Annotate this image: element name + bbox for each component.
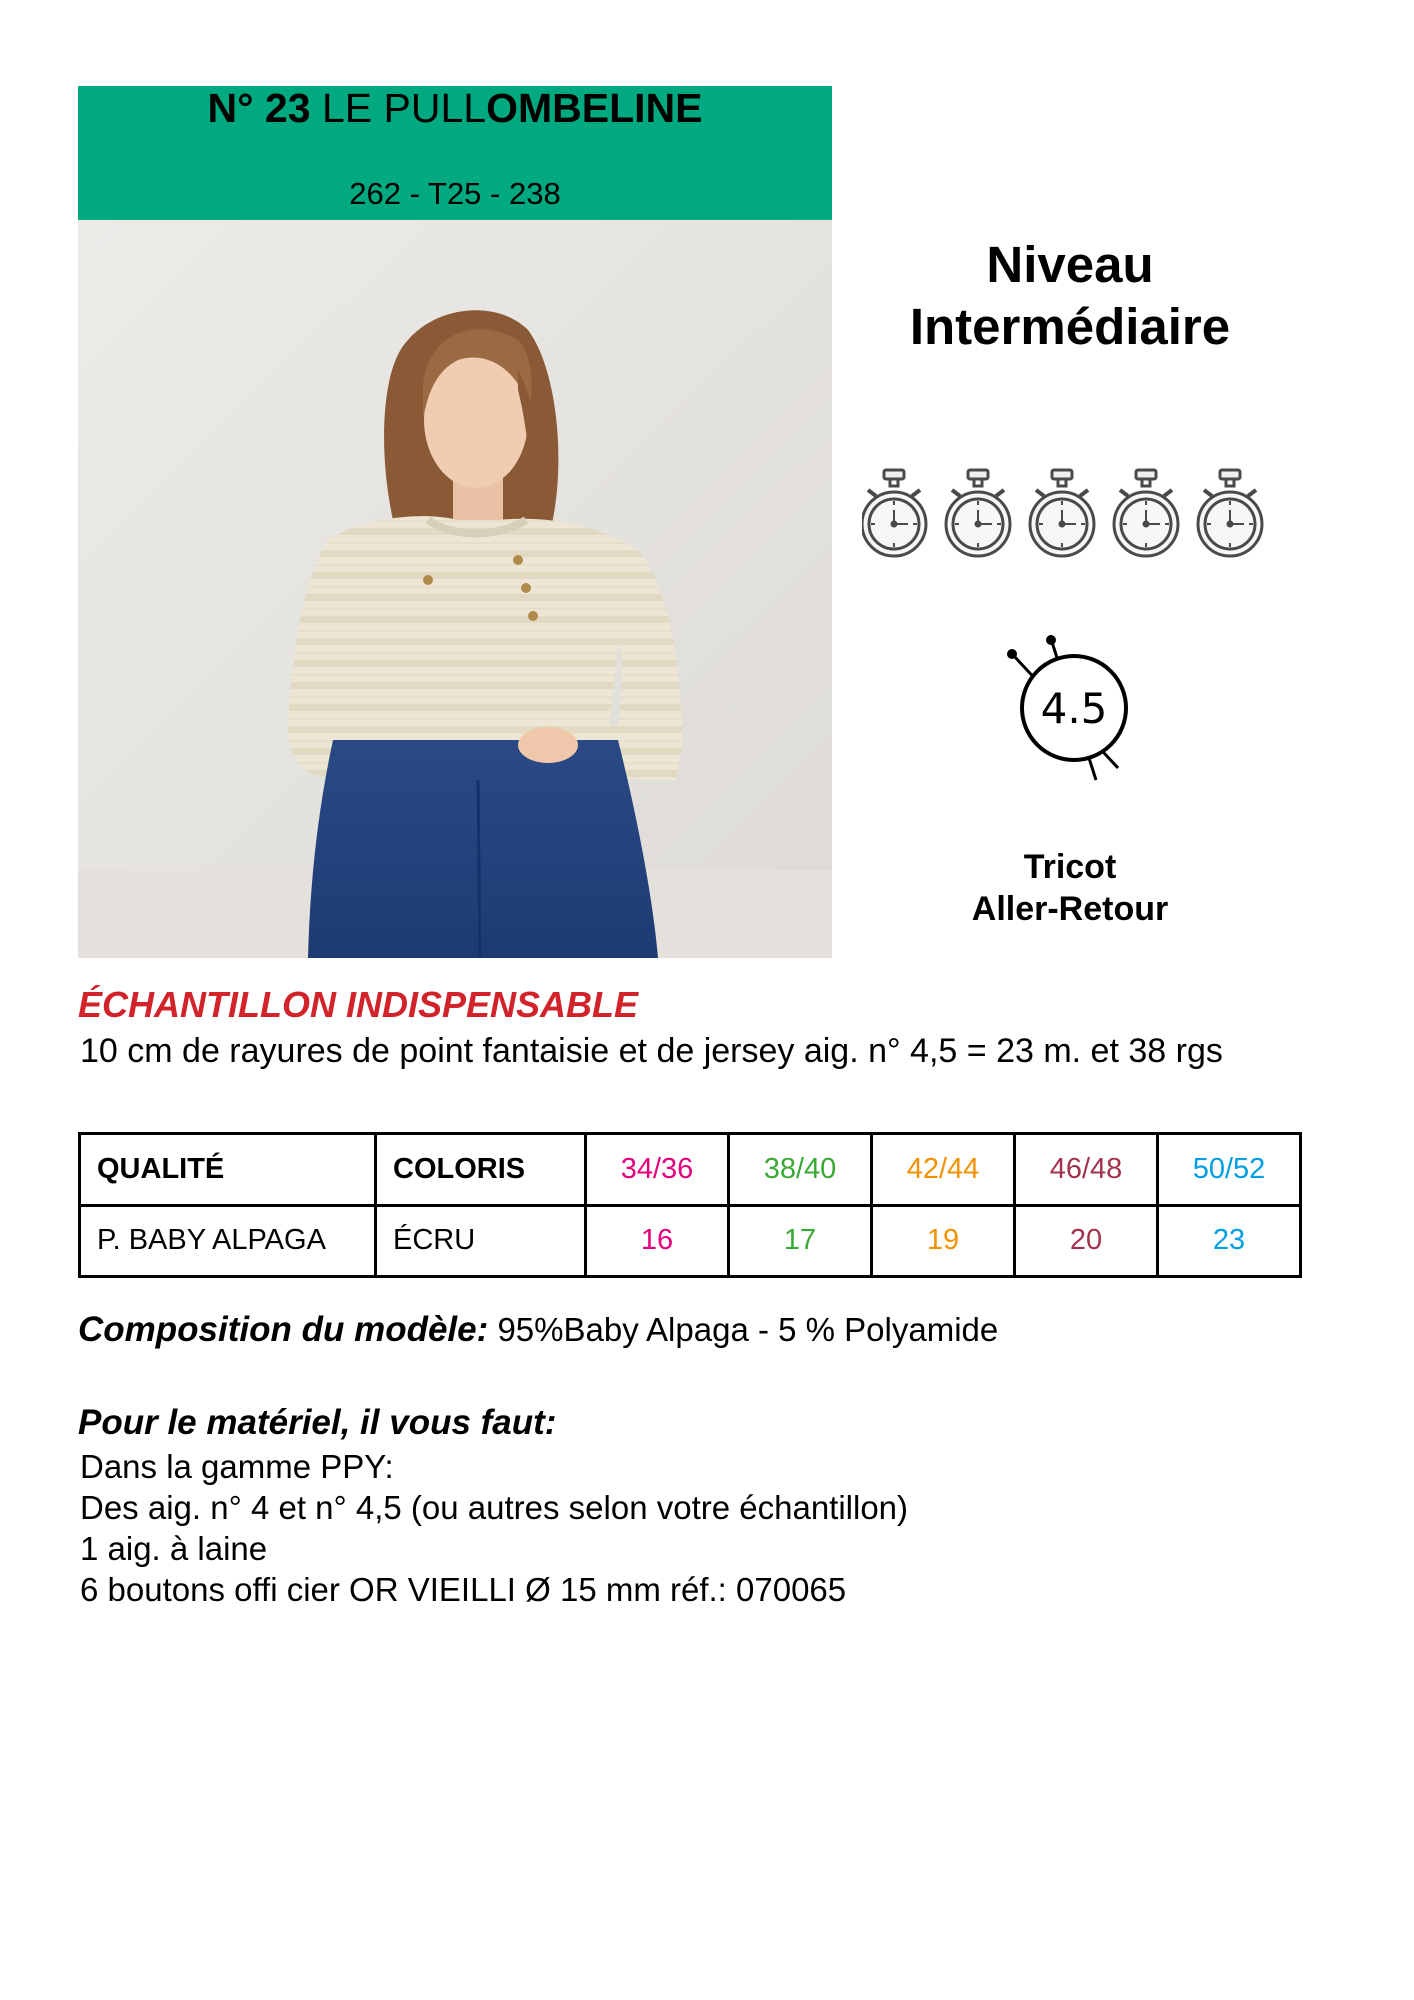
pattern-title: [78, 84, 832, 132]
pattern-name-prefix: LE PULL: [321, 85, 487, 131]
header-size: 46/48: [1015, 1134, 1158, 1206]
header-size: 38/40: [729, 1134, 872, 1206]
material-list: [80, 1446, 908, 1610]
cell-quantity: 17: [729, 1205, 872, 1277]
needle-size-label: 4.5: [1040, 684, 1108, 733]
list-item: 6 boutons offi cier OR VIEILLI Ø 15 mm réf.: 070065: [80, 1571, 847, 1608]
level-label: Niveau: [986, 236, 1154, 293]
stopwatch-icon: [1198, 470, 1262, 556]
yarn-quantity-table: [78, 1132, 1302, 1278]
material-title: Pour le matériel, il vous faut:: [78, 1403, 557, 1442]
cell-quantity: 20: [1015, 1205, 1158, 1277]
composition-label: Composition du modèle:: [78, 1310, 489, 1349]
cell-quantity: 23: [1158, 1205, 1301, 1277]
pattern-number: N° 23: [207, 85, 311, 131]
cell-quantity: 16: [586, 1205, 729, 1277]
table-header-row: [80, 1134, 1301, 1206]
header-size: 42/44: [872, 1134, 1015, 1206]
technique-line-1: Tricot: [1023, 848, 1117, 886]
pattern-references: 262 - T25 - 238: [349, 176, 561, 211]
table-row: [80, 1205, 1301, 1277]
gauge-title: ÉCHANTILLON INDISPENSABLE: [78, 984, 639, 1025]
composition: [78, 1308, 998, 1352]
model-photo: [78, 220, 832, 958]
stopwatch-icon: [1114, 470, 1178, 556]
list-item: 1 aig. à laine: [80, 1530, 268, 1567]
technique-line-2: Aller-Retour: [971, 890, 1169, 928]
needle-size-icon: [1000, 634, 1150, 784]
level-value: Intermédiaire: [909, 298, 1231, 355]
header-color: COLORIS: [376, 1134, 586, 1206]
stopwatch-icon: [946, 470, 1010, 556]
cell-quantity: 19: [872, 1205, 1015, 1277]
header-quality: QUALITÉ: [80, 1134, 376, 1206]
pattern-name: OMBELINE: [486, 85, 703, 131]
cell-color: ÉCRU: [376, 1205, 586, 1277]
stopwatch-icon: [862, 470, 926, 556]
composition-value: 95%Baby Alpaga - 5 % Polyamide: [497, 1311, 999, 1348]
difficulty-level: [850, 234, 1290, 358]
pattern-header: [78, 86, 832, 220]
header-size: 50/52: [1158, 1134, 1301, 1206]
time-rating: [862, 468, 1282, 568]
stopwatch-icon: [1030, 470, 1094, 556]
list-item: Des aig. n° 4 et n° 4,5 (ou autres selon votre échantillon): [80, 1489, 909, 1526]
header-size: 34/36: [586, 1134, 729, 1206]
cell-quality: P. BABY ALPAGA: [80, 1205, 376, 1277]
gauge-description: 10 cm de rayures de point fantaisie et de jersey aig. n° 4,5 = 23 m. et 38 rgs: [80, 1032, 1223, 1070]
knitting-technique: [900, 846, 1240, 930]
list-item: Dans la gamme PPY:: [80, 1448, 394, 1485]
